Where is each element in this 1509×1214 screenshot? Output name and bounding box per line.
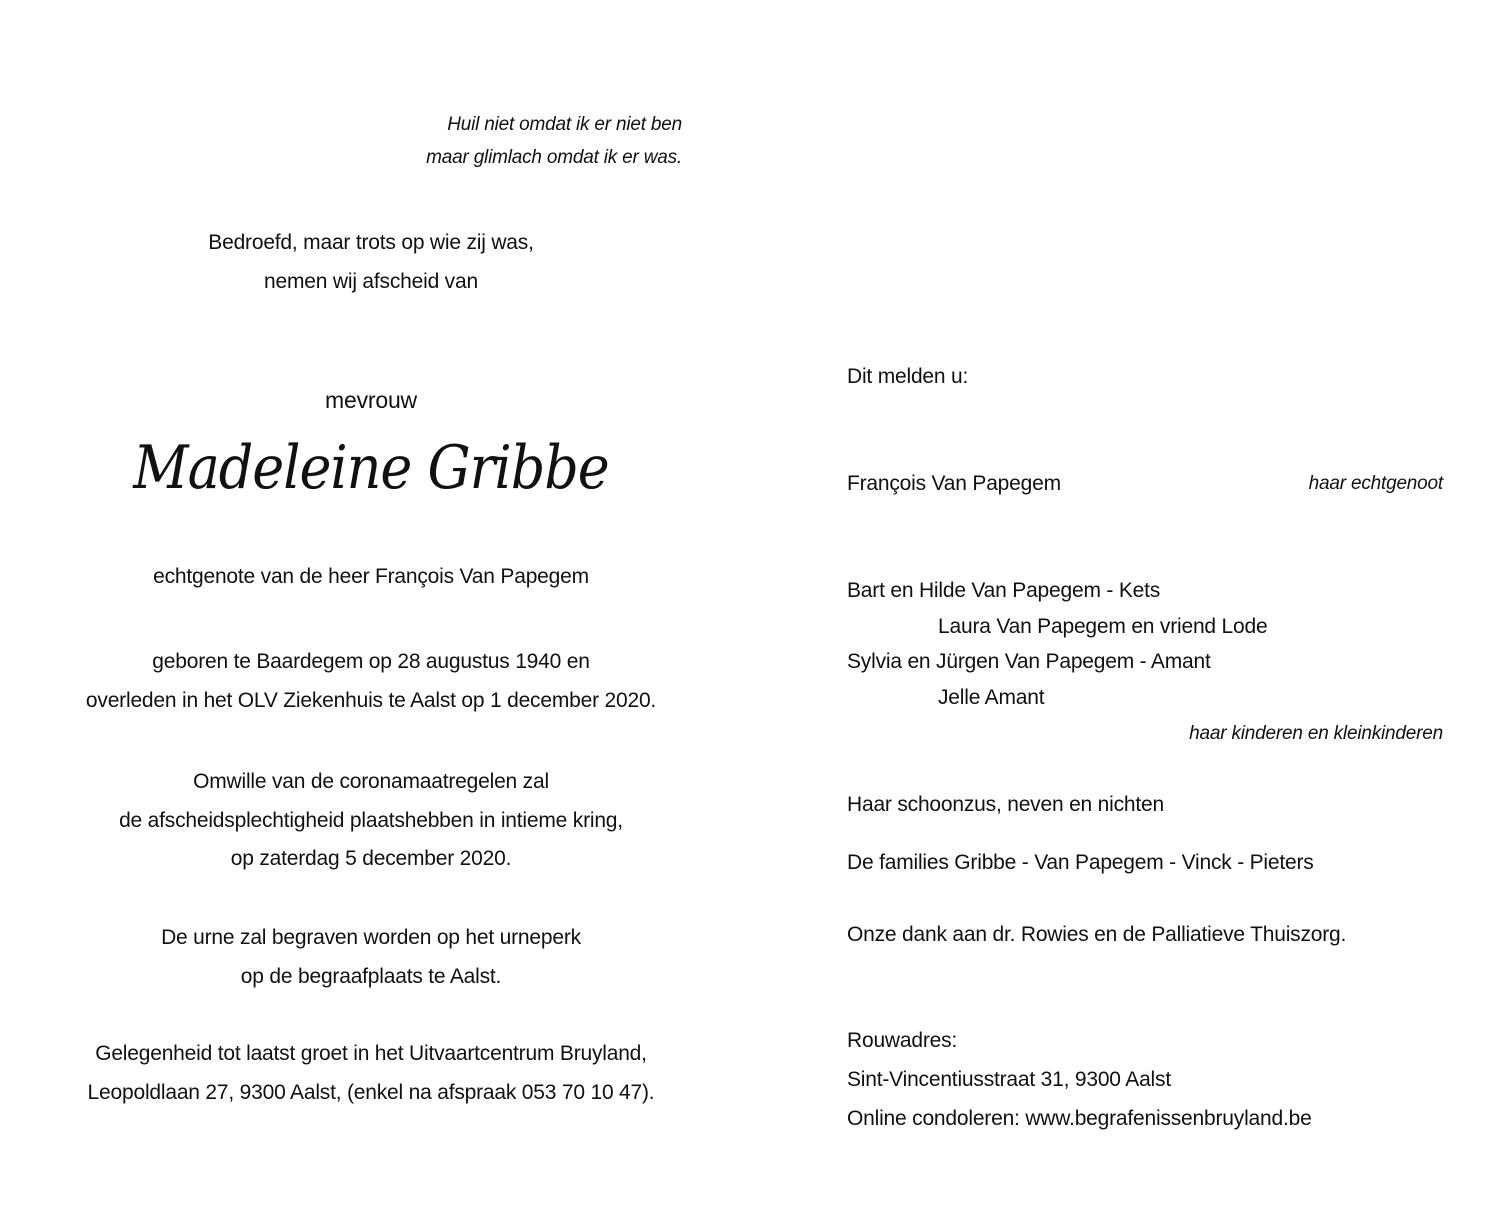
husband-name: François Van Papegem <box>847 472 1061 495</box>
death-line: overleden in het OLV Ziekenhuis te Aalst op 1 december 2020. <box>85 689 657 712</box>
children-role: haar kinderen en kleinkinderen <box>1189 723 1443 744</box>
intro-line-1: Bedroefd, maar trots op wie zij was, <box>208 231 534 254</box>
intro-line-2: nemen wij afscheid van <box>264 270 478 293</box>
spouse-line: echtgenote van de heer François Van Papegem <box>153 565 589 588</box>
visit-line-2: Leopoldlaan 27, 9300 Aalst, (enkel na afspraak 053 70 10 47). <box>87 1081 655 1104</box>
visit-line-1: Gelegenheid tot laatst groet in het Uitvaartcentrum Bruyland, <box>95 1042 647 1065</box>
ceremony-line-3: op zaterdag 5 december 2020. <box>230 847 512 870</box>
address-label: Rouwadres: <box>847 1029 958 1052</box>
grandchild-line-2: Jelle Amant <box>938 686 1045 709</box>
urn-line-1: De urne zal begraven worden op het urneperk <box>161 926 581 949</box>
thanks-line: Onze dank aan dr. Rowies en de Palliatieve Thuiszorg. <box>847 923 1347 946</box>
grandchild-line-1: Laura Van Papegem en vriend Lode <box>938 615 1268 638</box>
urn-line-2: op de begraafplaats te Aalst. <box>240 965 502 988</box>
quote-line-2: maar glimlach omdat ik er was. <box>426 147 682 168</box>
husband-role: haar echtgenoot <box>1308 473 1443 494</box>
families-line: De families Gribbe - Van Papegem - Vinck - Pieters <box>847 851 1314 874</box>
ceremony-line-2: de afscheidsplechtigheid plaatshebben in intieme kring, <box>119 809 623 832</box>
ceremony-line-1: Omwille van de coronamaatregelen zal <box>193 770 549 793</box>
quote-line-1: Huil niet omdat ik er niet ben <box>447 114 682 135</box>
birth-line: geboren te Baardegem op 28 augustus 1940 en <box>152 650 590 673</box>
honorific: mevrouw <box>325 387 417 413</box>
online-condolence-line: Online condoleren: www.begrafenissenbruyland.be <box>847 1107 1312 1130</box>
announce-line: Dit melden u: <box>847 365 969 388</box>
relatives-line: Haar schoonzus, neven en nichten <box>847 793 1164 816</box>
address-line: Sint-Vincentiusstraat 31, 9300 Aalst <box>847 1068 1171 1091</box>
child-line-2: Sylvia en Jürgen Van Papegem - Amant <box>847 650 1211 673</box>
child-line-1: Bart en Hilde Van Papegem - Kets <box>847 579 1161 602</box>
deceased-name: Madeleine Gribbe <box>133 433 609 503</box>
